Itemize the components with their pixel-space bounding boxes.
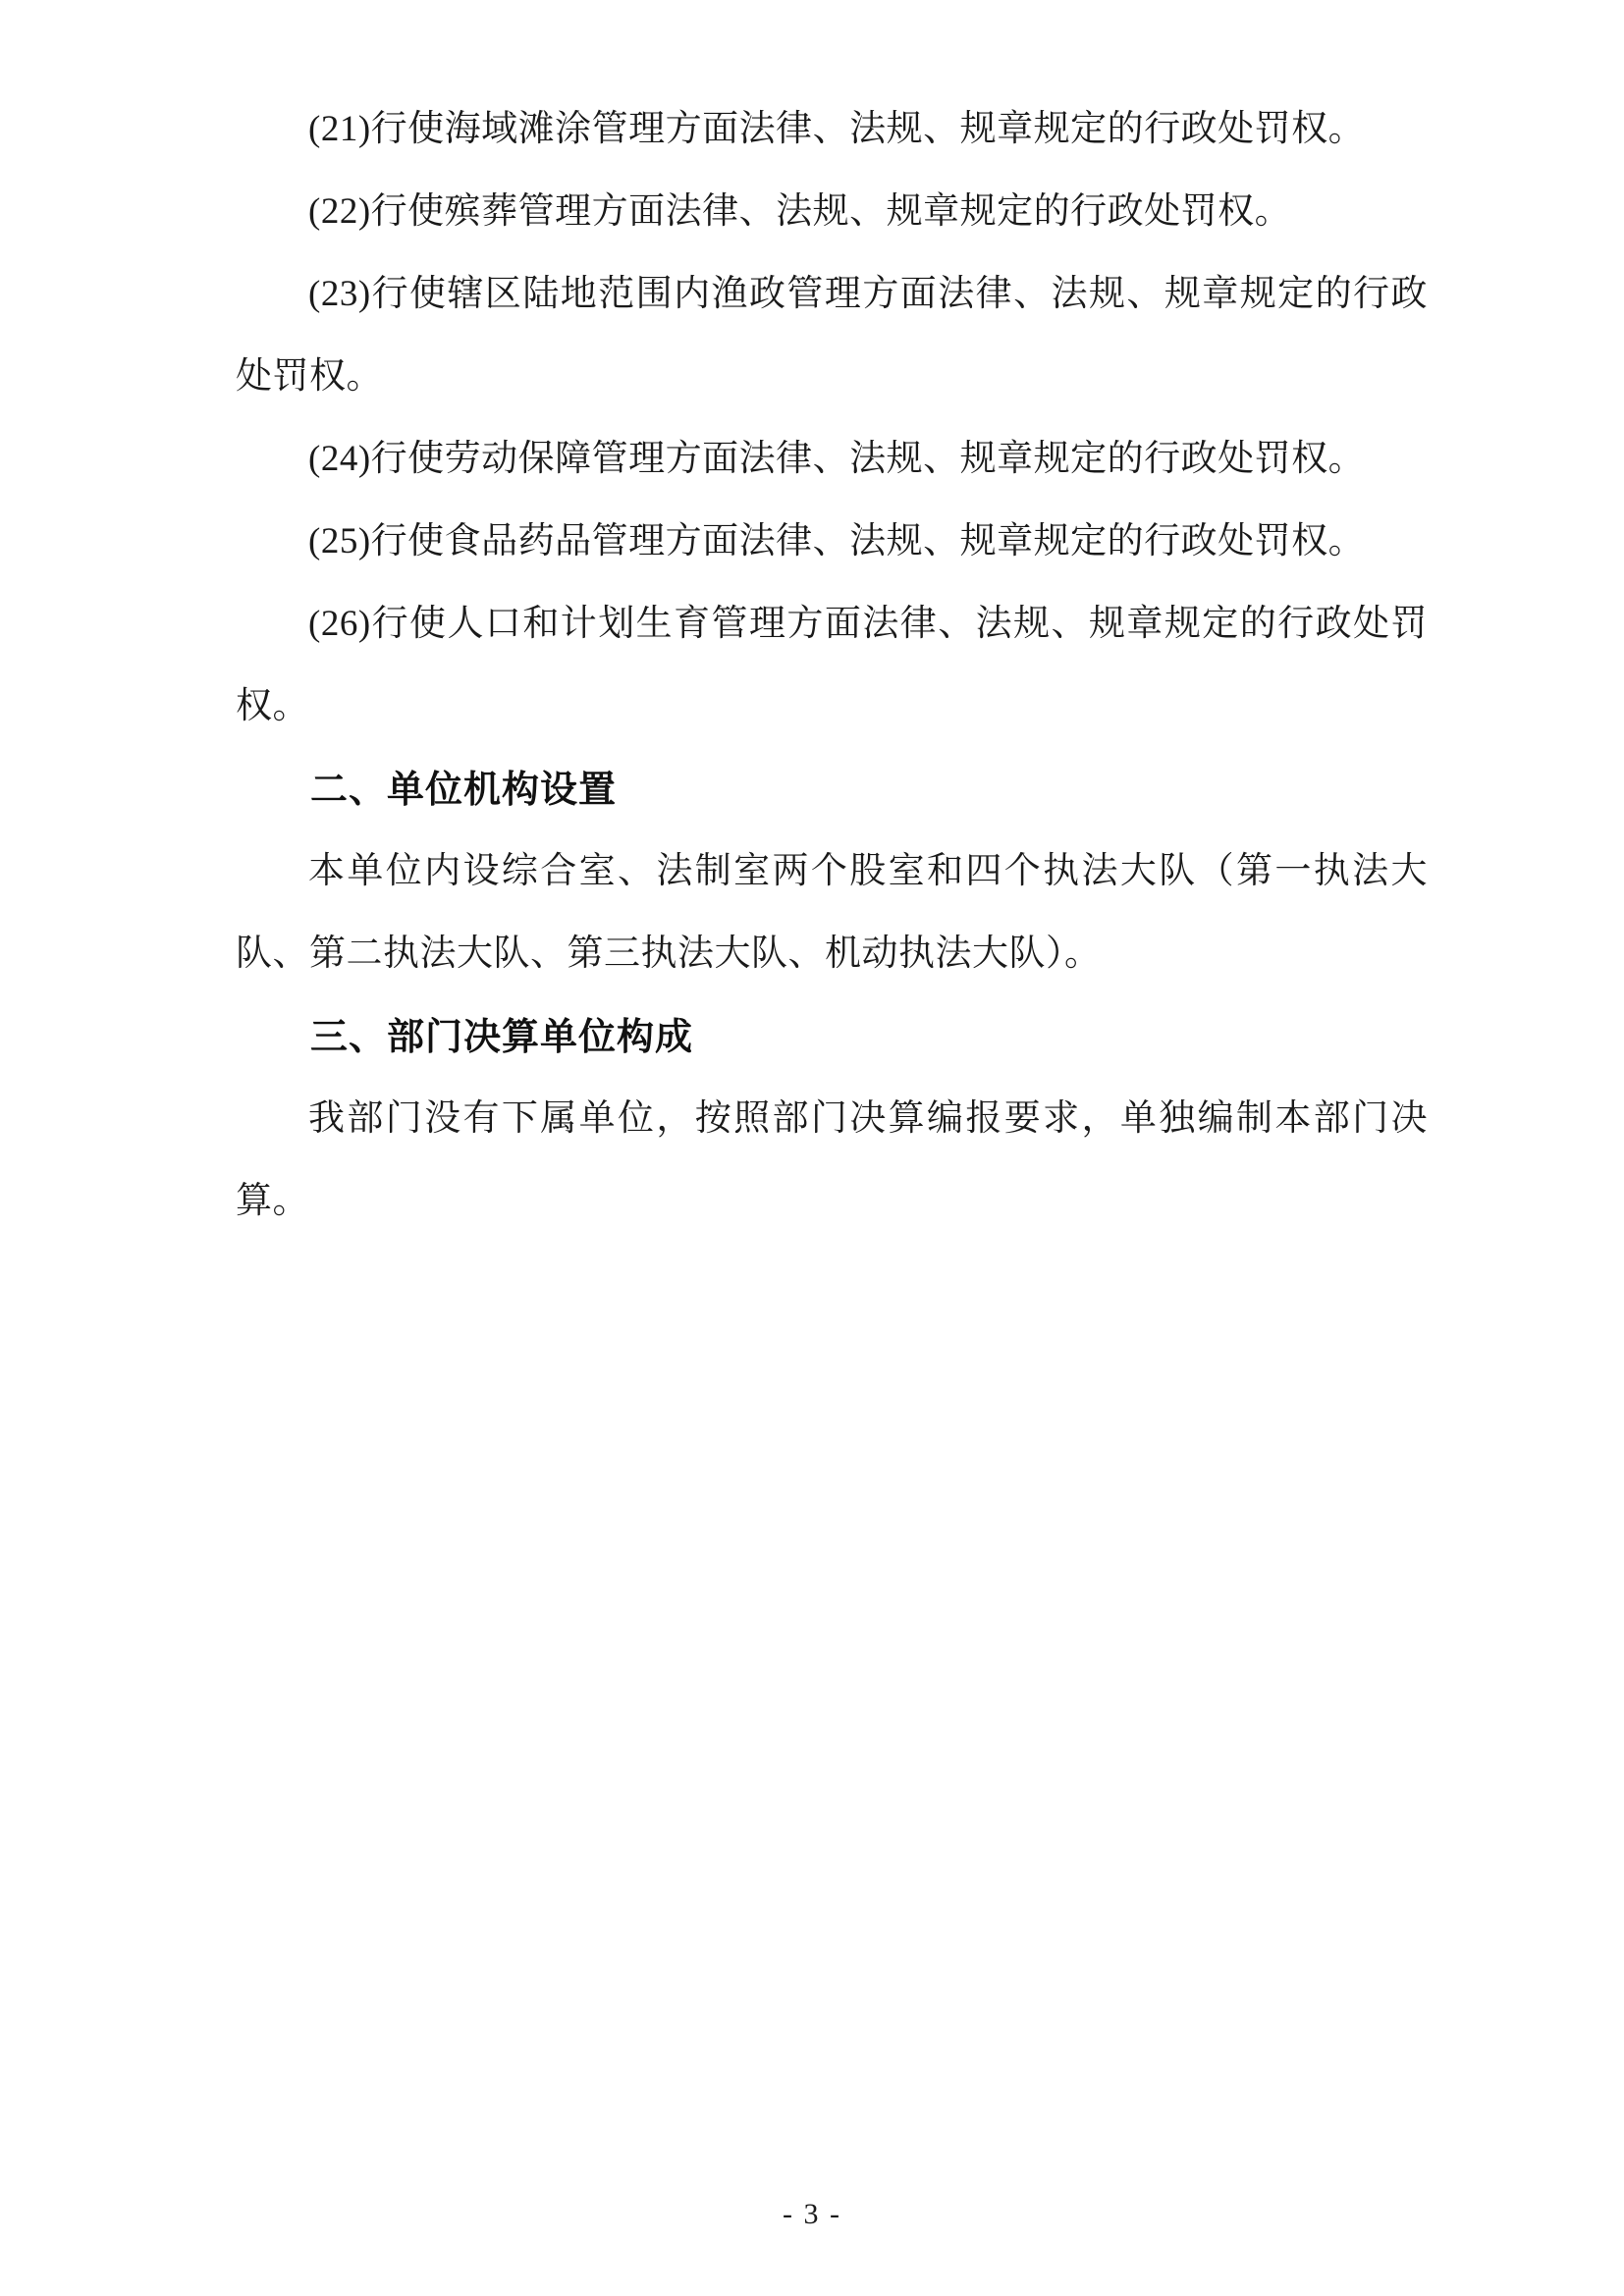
page-number: - 3 - [783,2198,841,2230]
list-item-21: (21)行使海域滩涂管理方面法律、法规、规章规定的行政处罚权。 [308,109,1366,149]
list-item-23: (23)行使辖区陆地范围内渔政管理方面法律、法规、规章规定的行政处罚权。 [236,274,1428,397]
list-item-22: (22)行使殡葬管理方面法律、法规、规章规定的行政处罚权。 [308,191,1292,232]
section-three-body: 我部门没有下属单位，按照部门决算编报要求，单独编制本部门决算。 [236,1098,1428,1221]
section-heading-two: 二、单位机构设置 [310,768,618,811]
list-item-25: (25)行使食品药品管理方面法律、法规、规章规定的行政处罚权。 [308,521,1366,561]
list-item-24: (24)行使劳动保障管理方面法律、法规、规章规定的行政处罚权。 [308,439,1366,479]
section-heading-three: 三、部门决算单位构成 [310,1015,694,1058]
list-item-26: (26)行使人口和计划生育管理方面法律、法规、规章规定的行政处罚权。 [236,604,1428,726]
section-two-body: 本单位内设综合室、法制室两个股室和四个执法大队（第一执法大队、第二执法大队、第三执法大队、机动执法大队）。 [236,851,1428,974]
